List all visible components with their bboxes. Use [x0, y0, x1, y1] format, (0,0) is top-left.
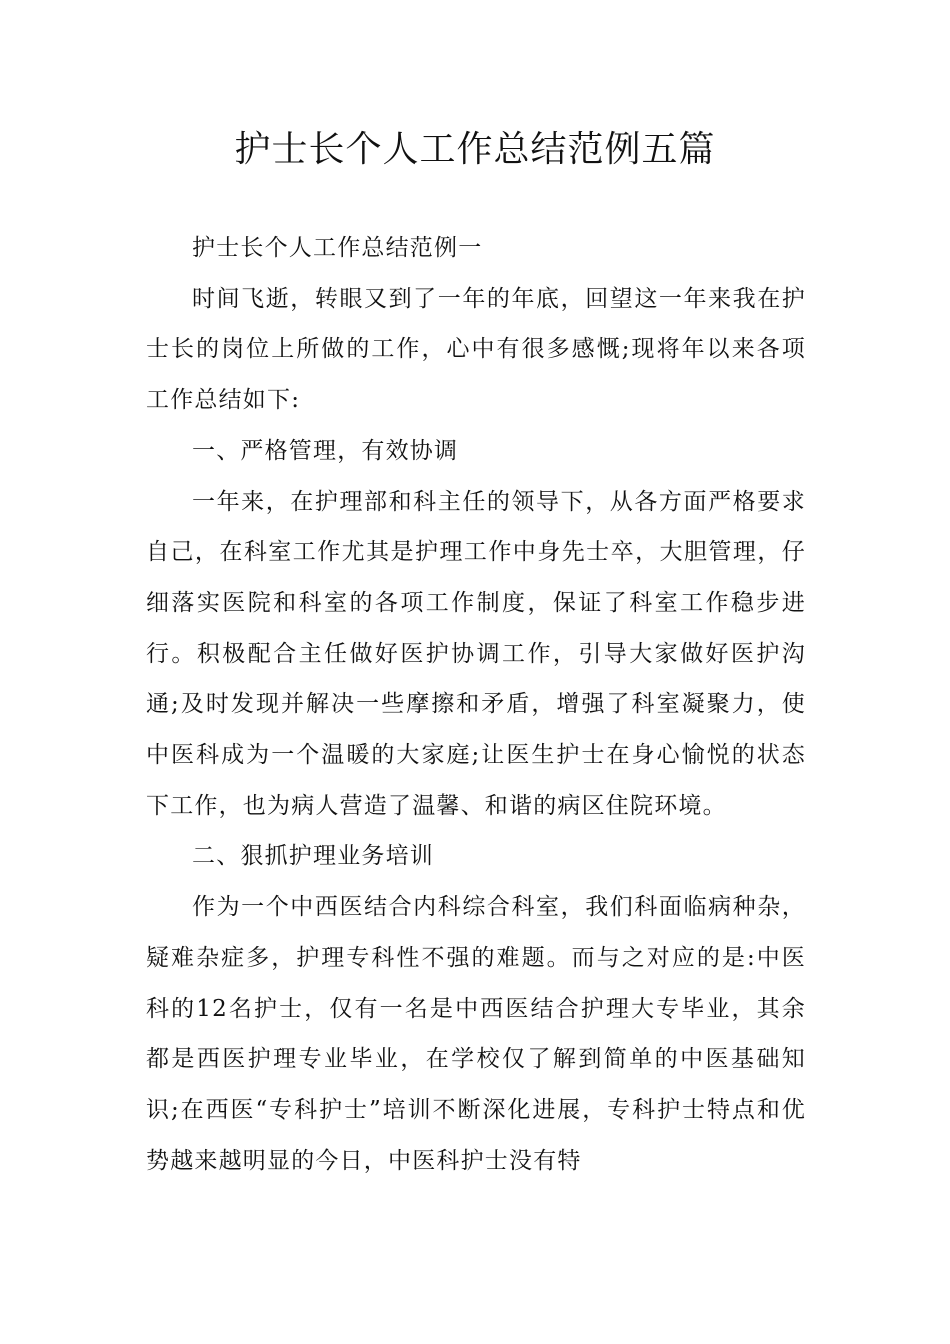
body-paragraph-management: 一年来，在护理部和科主任的领导下，从各方面严格要求自己，在科室工作尤其是护理工作中身先士卒，大胆管理，仔细落实医院和科室的各项工作制度，保证了科室工作稳步进行。积极配合主任做好医护协调工作，引导大家做好医护沟通;及时发现并解决一些摩擦和矛盾，增强了科室凝聚力，使中医科成为一个温暖的大家庭;让医生护士在身心愉悦的状态下工作，也为病人营造了温馨、和谐的病区住院环境。 — [146, 488, 806, 819]
section-heading-management: 一、严格管理，有效协调 — [192, 437, 459, 464]
section-heading-training: 二、狠抓护理业务培训 — [192, 843, 434, 870]
body-paragraph-intro: 时间飞逝，转眼又到了一年的年底，回望这一年来我在护士长的岗位上所做的工作，心中有很多感慨;现将年以来各项工作总结如下: — [146, 285, 806, 414]
document-title: 护士长个人工作总结范例五篇 — [234, 129, 716, 170]
section-heading-example-1: 护士长个人工作总结范例一 — [192, 235, 483, 261]
body-paragraph-training: 作为一个中西医结合内科综合科室，我们科面临病种杂，疑难杂症多，护理专科性不强的难题。而与之对应的是:中医科的12名护士，仅有一名是中西医结合护理大专毕业，其余都是西医护理专业毕业，在学校仅了解到简单的中医基础知识;在西医“专科护士”培训不断深化进展，专科护士特点和优势越来越明显的今日，中医科护士没有特 — [146, 894, 806, 1174]
document-body — [146, 223, 806, 1186]
